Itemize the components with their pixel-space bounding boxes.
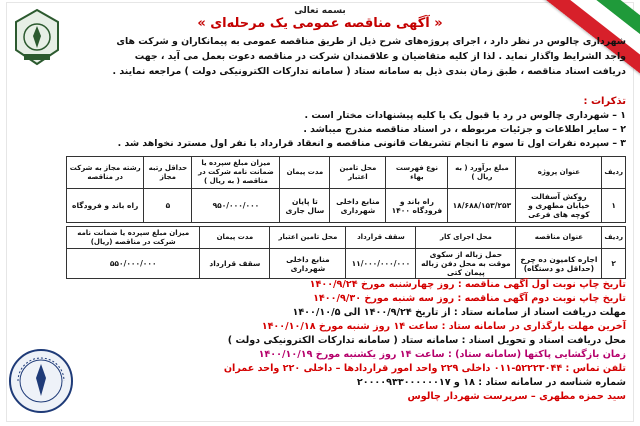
- municipality-emblem-icon: [10, 6, 64, 70]
- row-cell: ۱۱/۰۰۰/۰۰۰/۰۰۰: [346, 249, 416, 279]
- row-cell: ۱: [602, 189, 626, 223]
- note-item: ۲ – سایر اطلاعات و جزئیات مربوطه ، در اسناد مناقصه مندرج میباشد .: [303, 124, 626, 135]
- header-cell: محل اجرای کار: [416, 227, 516, 249]
- row-cell: ۵: [144, 189, 192, 223]
- row-cell: ۹۵۰/۰۰۰/۰۰۰: [192, 189, 280, 223]
- header-cell: میزان مبلغ سپرده یا ضمانت نامه شرکت در مناقصه ( به ریال ): [192, 157, 280, 189]
- intro-paragraph: [66, 34, 626, 79]
- tender-table: [66, 226, 626, 279]
- row-cell: منابع داخلی شهرداری: [330, 189, 386, 223]
- signature-line: سید حمزه مطهری – سرپرست شهردار چالوس: [407, 391, 626, 402]
- table-header-row: [67, 227, 626, 249]
- note-item: ۳ – سپرده نفرات اول تا سوم تا انجام تشریفات قانونی مناقصه و انعقاد قرارداد با نفر اول مسترد نخواهد شد .: [117, 138, 626, 149]
- row-cell: ۵۵۰/۰۰۰/۰۰۰: [67, 249, 200, 279]
- header-cell: مدت پیمان: [280, 157, 330, 189]
- intro-line: شهرداری چالوس در نظر دارد ، اجرای پروژه‌های شرح ذیل از طریق مناقصه عمومی به پیمانکاران و شرکت های: [116, 36, 626, 47]
- bismillah: بسمه تعالی: [294, 6, 346, 16]
- header-cell: میزان مبلغ سپرده یا ضمانت نامه شرکت در مناقصه (ریال): [67, 227, 200, 249]
- note-item: ۱ – شهرداری چالوس در رد یا قبول یک یا کلیه پیشنهادات مختار است .: [304, 110, 626, 121]
- schedule-line: تاریخ چاپ نوبت اول آگهی مناقصه : روز چهارشنبه مورخ ۱۴۰۰/۹/۲۴: [309, 279, 626, 290]
- row-cell: حمل زباله از سکوی موقت به محل دفن زباله پیمان کتی: [416, 249, 516, 279]
- header-cell: مدت پیمان: [200, 227, 270, 249]
- header-cell: حداقل رتبه مجاز: [144, 157, 192, 189]
- schedule-line: آخرین مهلت بارگذاری در سامانه ستاد : ساعت ۱۴ روز شنبه مورخ ۱۴۰۰/۱۰/۱۸: [261, 321, 626, 332]
- table-row: [67, 189, 626, 223]
- schedule-list: [206, 278, 626, 404]
- header-cell: عنوان مناقصه: [516, 227, 602, 249]
- row-cell: راه باند و فرودگاه ۱۴۰۰: [386, 189, 448, 223]
- header-cell: عنوان پروژه: [516, 157, 602, 189]
- intro-line: دریافت اسناد مناقصه ، طبق زمان بندی ذیل به سامانه ستاد ( سامانه تدارکات الکترونیکی دولت ) مراجعه نمایند .: [112, 66, 626, 77]
- projects-table: [66, 156, 626, 223]
- row-cell: تا پایان سال جاری: [280, 189, 330, 223]
- intro-line: واجد الشرایط واگذار نماید . لذا از کلیه متقاضیان و علاقمندان شرکت در مناقصه دعوت بعمل می آید ، جهت: [134, 51, 626, 62]
- municipality-seal-icon: [8, 348, 74, 414]
- header-cell: محل تامین اعتبار: [330, 157, 386, 189]
- header-cell: محل تامین اعتبار: [270, 227, 346, 249]
- table-header-row: [67, 157, 626, 189]
- header-cell: مبلغ برآورد ( به ریال ): [448, 157, 516, 189]
- schedule-line: مهلت دریافت اسناد از سامانه ستاد : از تاریخ ۱۴۰۰/۹/۲۴ الی ۱۴۰۰/۱۰/۵: [292, 307, 626, 318]
- row-cell: منابع داخلی شهرداری: [270, 249, 346, 279]
- row-cell: روکش آسفالت خیابان مطهری و کوچه های فرعی: [516, 189, 602, 223]
- header-cell: رشته مجاز به شرکت در مناقصه: [67, 157, 144, 189]
- schedule-line: تلفن تماس : ۵۲۲۲۳۰۴۴-۰۱۱ داخلی ۲۲۹ واحد امور قراردادها – داخلی ۲۲۰ واحد عمران: [223, 363, 626, 374]
- schedule-line: شماره شناسه در سامانه ستاد : ۱۸ و ۲۰۰۰۰۹۳۳۰۰۰۰۰۰۱۷: [356, 377, 626, 388]
- row-cell: راه باند و فرودگاه: [67, 189, 144, 223]
- header-cell: ردیف: [602, 157, 626, 189]
- schedule-line: محل دریافت اسناد و تحویل اسناد : سامانه ستاد ( سامانه تدارکات الکترونیکی دولت ): [227, 335, 626, 346]
- schedule-line: تاریخ چاپ نوبت دوم آگهی مناقصه : روز سه شنبه مورخ ۱۴۰۰/۹/۳۰: [313, 293, 626, 304]
- header-cell: سقف قرارداد: [346, 227, 416, 249]
- header-cell: ردیف: [602, 227, 626, 249]
- notes-heading: تذکرات :: [583, 96, 626, 107]
- row-cell: اجاره کامیون ده چرخ (حداقل دو دستگاه): [516, 249, 602, 279]
- page-title: « آگهی مناقصه عمومی یک مرحله‌ای »: [197, 16, 443, 31]
- row-cell: ۲: [602, 249, 626, 279]
- row-cell: ۱۸/۶۸۸/۱۵۳/۲۵۳: [448, 189, 516, 223]
- header-cell: نوع فهرست بهاء: [386, 157, 448, 189]
- table-row: [67, 249, 626, 279]
- row-cell: سقف قرارداد: [200, 249, 270, 279]
- schedule-line: زمان بازگشایی پاکتها (سامانه ستاد) : ساعت ۱۴ روز یکشنبه مورخ ۱۴۰۰/۱۰/۱۹: [258, 349, 626, 360]
